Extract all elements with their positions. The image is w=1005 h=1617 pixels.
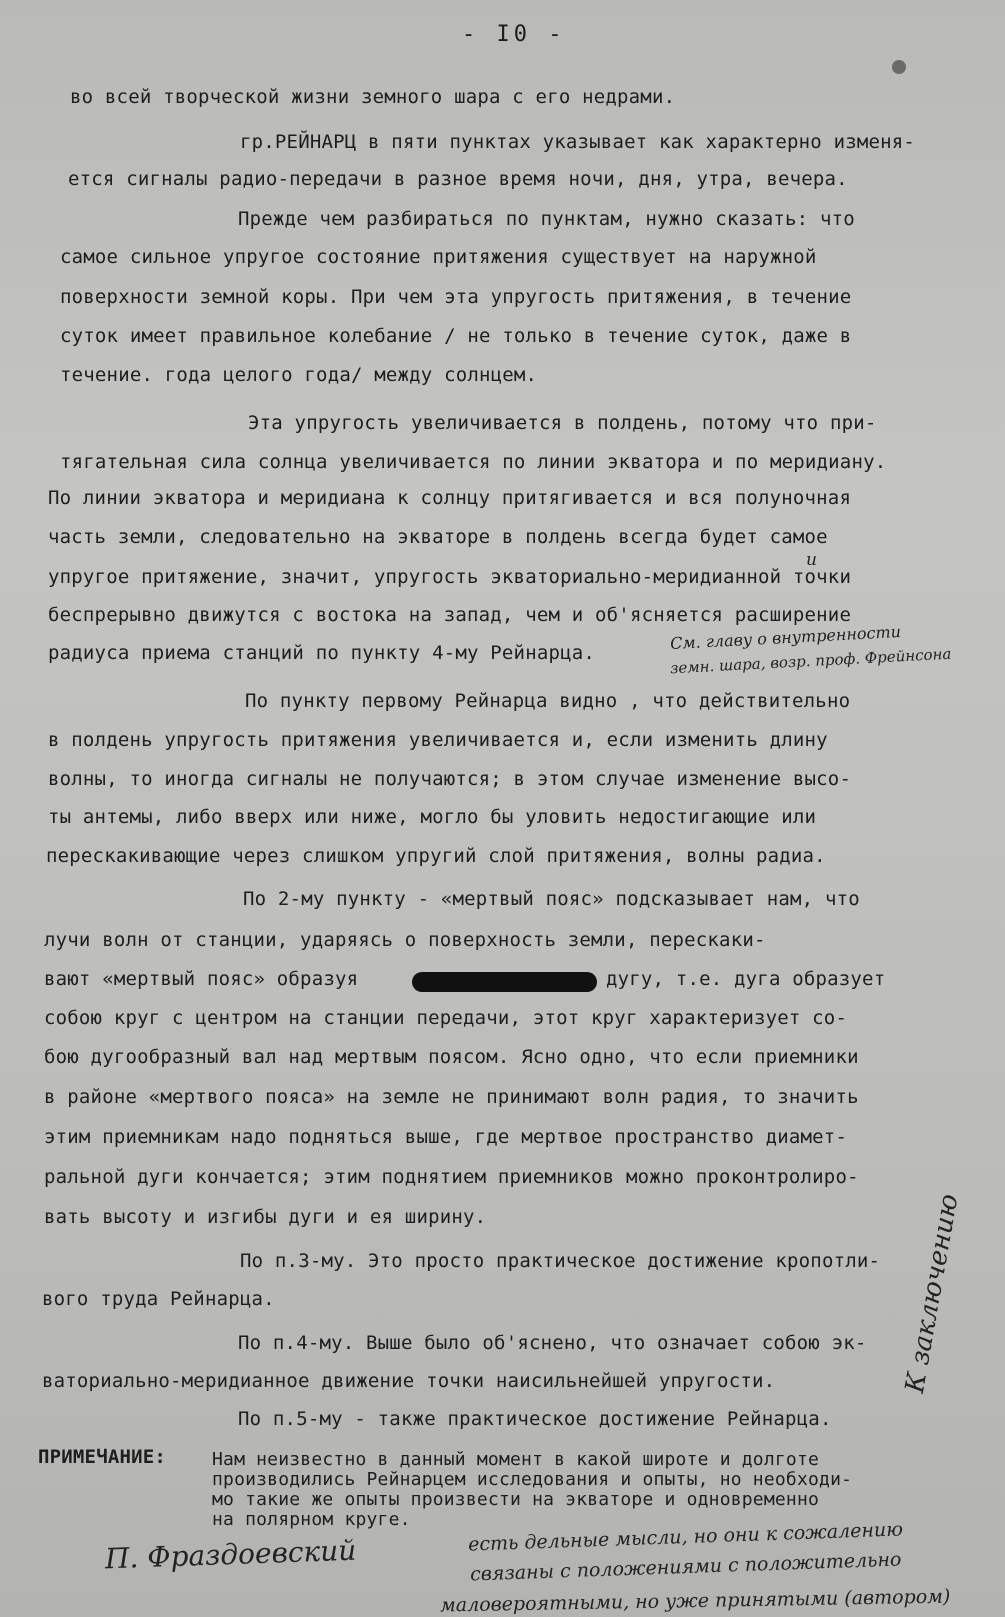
text-line: тягательная сила солнца увеличивается по линии экватора и по меридиану.: [60, 451, 887, 473]
text-line: дугу, т.е. дуга образует: [606, 968, 886, 990]
handwritten-note: маловероятными, но уже принятыми (автором): [439, 1585, 951, 1617]
text-line: поверхности земной коры. При чем эта упругость притяжения, в течение: [60, 286, 852, 308]
handwritten-insertion: и: [806, 550, 817, 570]
text-line: в районе «мертвого пояса» на земле не принимают волн радия, то значить: [44, 1086, 859, 1108]
handwritten-note: связаны с положениями с положительно: [469, 1548, 902, 1586]
margin-note: земн. шара, возр. проф. Фрейнсона: [669, 644, 952, 678]
text-line: перескакивающие через слишком упругий слой притяжения, волны радиа.: [46, 845, 826, 867]
text-line: По 2-му пункту - «мертвый пояс» подсказывает нам, что: [243, 888, 860, 910]
text-line: беспрерывно движутся с востока на запад, чем и об'ясняется расширение: [48, 604, 852, 626]
note-line: Нам неизвестно в данный момент в какой широте и долготе: [212, 1449, 820, 1470]
text-line: часть земли, следовательно на экваторе в полдень всегда будет самое: [48, 526, 828, 548]
text-line: в полдень упругость притяжения увеличивается и, если изменить длину: [48, 729, 828, 751]
text-line: вают «мертвый пояс» образуя: [44, 968, 359, 990]
text-line: ральной дуги кончается; этим поднятием приемников можно проконтролиро-: [44, 1166, 859, 1188]
text-line: ты антемы, либо вверх или ниже, могло бы уловить недостигающие или: [48, 806, 817, 828]
text-line: По п.3-му. Это просто практическое достижение кропотли-: [240, 1250, 881, 1272]
text-line: вого труда Рейнарца.: [42, 1288, 275, 1310]
text-line: самое сильное упругое состояние притяжения существует на наружной: [60, 246, 817, 268]
text-line: вать высоту и изгибы дуги и ея ширину.: [44, 1206, 487, 1228]
handwritten-note: есть дельные мысли, но они к сожалению: [467, 1518, 904, 1556]
text-line: упругое притяжение, значит, упругость экваториально-меридианной точки: [48, 566, 852, 588]
text-line: ваториально-меридианное движение точки наисильнейшей упругости.: [42, 1370, 776, 1392]
text-line: этим приемникам надо подняться выше, где мертвое пространство диамет-: [44, 1126, 848, 1148]
margin-note: См. главу о внутренности: [669, 621, 902, 654]
page-number: - I0 -: [462, 22, 566, 47]
text-line: собою круг с центром на станции передачи, этот круг характеризует со-: [44, 1007, 848, 1029]
note-line: мо такие же опыты произвести на экваторе и одновременно: [212, 1489, 820, 1510]
hole-punch-mark: [892, 60, 906, 74]
text-line: радиуса приема станций по пункту 4-му Рейнарца.: [48, 642, 596, 664]
text-line: лучи волн от станции, ударяясь о поверхность земли, перескаки-: [44, 929, 766, 951]
text-line: бою дугообразный вал над мертвым поясом. Ясно одно, что если приемники: [44, 1046, 859, 1068]
redaction-mark: [412, 972, 597, 992]
text-line: суток имеет правильное колебание / не только в течение суток, даже в: [60, 325, 852, 347]
vertical-margin-note: К заключению: [900, 1191, 965, 1396]
note-label: ПРИМЕЧАНИЕ:: [38, 1446, 167, 1468]
text-line: По линии экватора и меридиана к солнцу притягивается и вся полуночная: [48, 487, 852, 509]
text-line: Прежде чем разбираться по пунктам, нужно сказать: что: [238, 208, 855, 230]
text-line: Эта упругость увеличивается в полдень, потому что при-: [248, 412, 877, 434]
text-line: волны, то иногда сигналы не получаются; в этом случае изменение высо-: [48, 768, 852, 790]
text-line: По п.5-му - также практическое достижение Рейнарца.: [238, 1408, 832, 1430]
text-line: течение. года целого года/ между солнцем.: [60, 364, 538, 386]
text-line: гр.РЕЙНАРЦ в пяти пунктах указывает как характерно изменя-: [240, 131, 916, 153]
text-line: ется сигналы радио-передачи в разное время ночи, дня, утра, вечера.: [68, 168, 848, 190]
note-line: производились Рейнарцем исследования и опыты, но необходи-: [212, 1469, 853, 1490]
signature-text: П. Фраздоевский: [104, 1533, 357, 1576]
note-line: на полярном круге.: [212, 1509, 411, 1530]
text-line: По пункту первому Рейнарца видно , что действительно: [245, 690, 851, 712]
text-line: во всей творческой жизни земного шара с его недрами.: [70, 86, 676, 108]
text-line: По п.4-му. Выше было об'яснено, что означает собою эк-: [238, 1332, 867, 1354]
